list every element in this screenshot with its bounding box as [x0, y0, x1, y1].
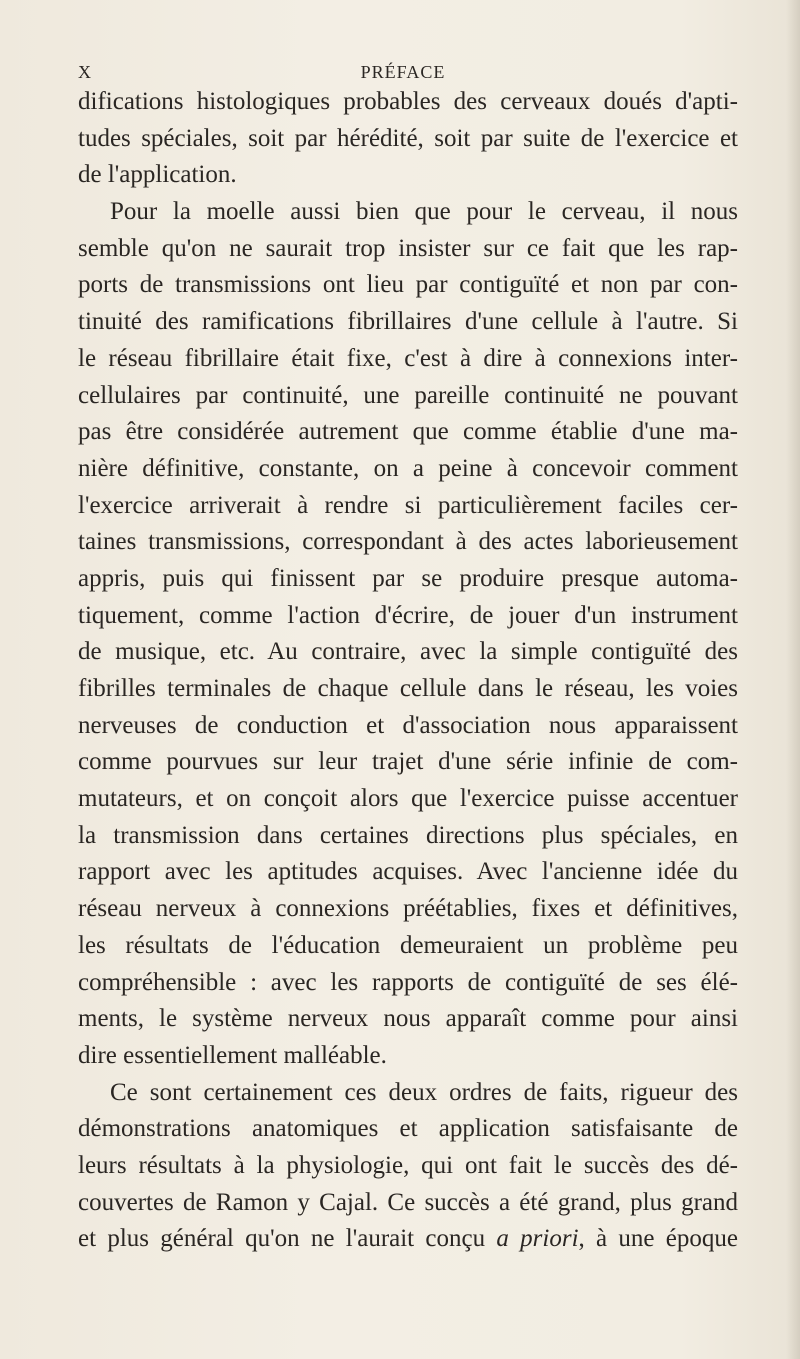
- text-line: semble qu'on ne saurait trop insister sur ce fait que les rap-: [78, 234, 738, 262]
- text-line: fibrilles terminales de chaque cellule dans le réseau, les voies: [78, 675, 738, 702]
- italic-phrase: a priori: [496, 1225, 579, 1253]
- text-line: dire essentiellement malléable.: [78, 1041, 387, 1069]
- body-text: [78, 84, 738, 1258]
- text-line: de musique, etc. Au contraire, avec la simple contiguïté des: [78, 638, 738, 666]
- text-line: la transmission dans certaines directions plus spéciales, en: [78, 821, 738, 849]
- text-line: réseau nerveux à connexions préétablies, fixes et définitives,: [78, 895, 738, 923]
- text-line: démonstrations anatomiques et application satisfaisante de: [78, 1115, 738, 1143]
- text-line: difications histologiques probables des cerveaux doués d'apti-: [78, 88, 738, 115]
- text-line: rapport avec les aptitudes acquises. Avec l'ancienne idée du: [78, 858, 738, 886]
- text-line: Pour la moelle aussi bien que pour le cerveau, il nous: [110, 198, 738, 226]
- text-line: compréhensible : avec les rapports de contiguïté de ses élé-: [78, 968, 738, 996]
- text-line: les résultats de l'éducation demeuraient un problème peu: [78, 931, 738, 959]
- running-title: PRÉFACE: [360, 62, 446, 82]
- text-line: mutateurs, et on conçoit alors que l'exercice puisse accentuer: [78, 785, 738, 813]
- text-line: l'exercice arriverait à rendre si particulièrement faciles cer-: [78, 491, 738, 519]
- text-line: comme pourvues sur leur trajet d'une série infinie de com-: [78, 748, 738, 776]
- text-line: ments, le système nerveux nous apparaît comme pour ainsi: [78, 1005, 738, 1033]
- text-line: nerveuses de conduction et d'association nous apparaissent: [78, 711, 738, 739]
- text-line: taines transmissions, correspondant à des actes laborieusement: [78, 528, 738, 556]
- page-number: X: [78, 62, 92, 82]
- text-line-final: [78, 1221, 738, 1258]
- text-line: tinuité des ramifications fibrillaires d'une cellule à l'autre. Si: [78, 308, 738, 336]
- text-line: le réseau fibrillaire était fixe, c'est à dire à connexions inter-: [78, 344, 738, 372]
- page-edge-shadow: [786, 0, 800, 1359]
- text-line: pas être considérée autrement que comme établie d'une ma-: [78, 418, 738, 446]
- text-line: nière définitive, constante, on a peine à concevoir comment: [78, 454, 738, 482]
- running-head: [78, 62, 728, 86]
- text-line: ports de transmissions ont lieu par contiguïté et non par con-: [78, 271, 738, 299]
- text-line: Ce sont certainement ces deux ordres de faits, rigueur des: [110, 1078, 738, 1106]
- text-line: de l'application.: [78, 161, 237, 189]
- text-line: couvertes de Ramon y Cajal. Ce succès a été grand, plus grand: [78, 1188, 738, 1216]
- text-line: tudes spéciales, soit par hérédité, soit par suite de l'exercice et: [78, 124, 738, 152]
- text-line: leurs résultats à la physiologie, qui ont fait le succès des dé-: [78, 1151, 738, 1179]
- text-line: cellulaires par continuité, une pareille continuité ne pouvant: [78, 381, 738, 409]
- text-line: tiquement, comme l'action d'écrire, de jouer d'un instrument: [78, 601, 738, 629]
- final-line-end: , à une époque: [578, 1225, 739, 1253]
- text-line: appris, puis qui finissent par se produire presque automa-: [78, 564, 738, 592]
- final-line-start: et plus général qu'on ne l'aurait conçu: [78, 1225, 497, 1253]
